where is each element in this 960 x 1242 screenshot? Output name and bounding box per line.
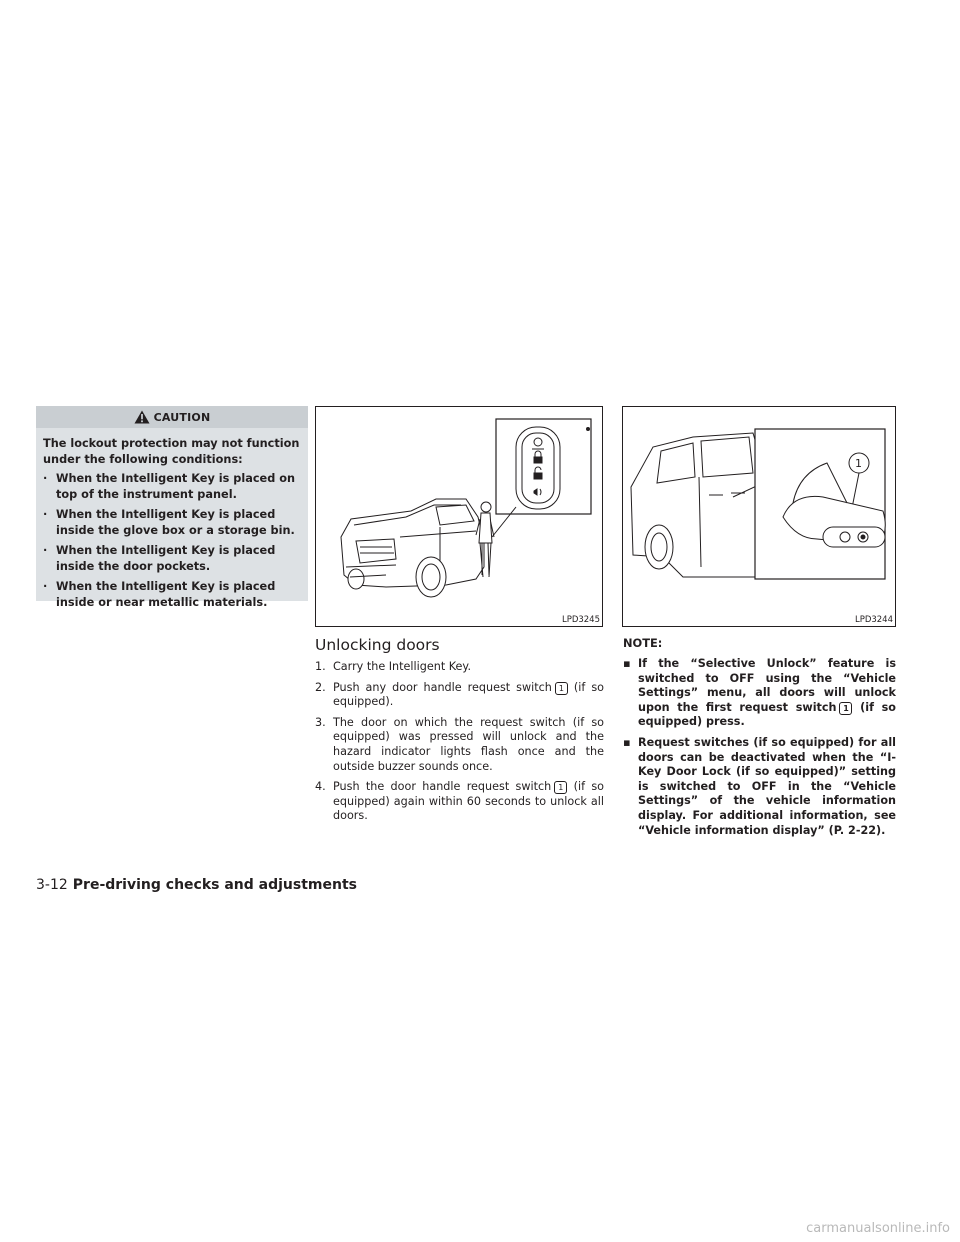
caution-intro: The lockout protection may not function under the following conditions:: [43, 437, 300, 466]
step-item: [315, 660, 604, 675]
door-handle-illustration: [623, 407, 895, 626]
watermark: carmanualsonline.info: [806, 1221, 950, 1236]
caution-list: [43, 471, 305, 611]
note-list: [623, 657, 896, 844]
step-text: Carry the Intelligent Key.: [333, 660, 472, 673]
step-text: Push the door handle request switch: [333, 780, 552, 794]
step-item: [315, 780, 604, 824]
step-number: 4.: [315, 780, 326, 794]
page-footer: [36, 877, 357, 893]
caution-body: [43, 436, 305, 615]
caution-item: · When the Intelligent Key is placed on top of the instrument panel.: [43, 472, 296, 501]
caution-title: CAUTION: [153, 410, 211, 424]
callout-marker: 1: [554, 781, 567, 794]
caution-item: · When the Intelligent Key is placed inside the door pockets.: [43, 544, 276, 573]
caution-bullet: ·: [43, 472, 48, 485]
step-number: 3.: [315, 715, 326, 729]
step-text: Push any door handle request switch: [333, 680, 552, 694]
note-text-cont: (if so equipped) press.: [638, 700, 896, 729]
note-text: If the “Selective Unlock” feature is switched to OFF using the “Vehicle Settings” menu, all doors will unlock upon the first request switch: [638, 657, 896, 714]
figure-truck-with-key: [315, 406, 603, 627]
step-item: [315, 681, 604, 710]
section-heading: Unlocking doors: [315, 636, 440, 654]
callout-marker: 1: [839, 702, 852, 715]
note-bullet: ▪: [623, 735, 631, 749]
step-item: [315, 716, 604, 774]
step-text: The door on which the request switch (if so equipped) was pressed will unlock and the hazard indicator lights flash once and the outside buzzer sounds once.: [333, 715, 604, 773]
callout-marker: 1: [555, 682, 568, 695]
step-text-cont: (if so equipped) again within 60 seconds to unlock all doors.: [333, 780, 604, 823]
caution-bullet: ·: [43, 544, 48, 557]
figure-code: LPD3244: [854, 615, 893, 625]
unlock-steps: [315, 660, 604, 830]
step-number: 1.: [315, 660, 326, 673]
caution-item: · When the Intelligent Key is placed inside the glove box or a storage bin.: [43, 508, 295, 537]
note-item: [623, 657, 896, 730]
page-number: 3-12: [36, 877, 68, 893]
note-title: NOTE:: [623, 636, 663, 650]
step-number: 2.: [315, 680, 326, 694]
caution-bullet: ·: [43, 508, 48, 521]
note-text: Request switches (if so equipped) for all doors can be deactivated when the “I-Key Door Lock (if so equipped)” setting is switched to OFF in the “Vehicle Settings” of the vehicle information display. For additional information, see “Vehicle information display” (P. 2-22).: [638, 735, 896, 837]
caution-bullet: ·: [43, 580, 48, 593]
caution-header: [36, 406, 308, 428]
step-text-cont: (if so equipped).: [333, 680, 604, 709]
truck-illustration: [316, 407, 602, 626]
note-item: [623, 736, 896, 838]
figure-code: LPD3245: [561, 615, 600, 625]
caution-item: · When the Intelligent Key is placed inside or near metallic materials.: [43, 580, 276, 609]
warning-icon: [134, 410, 150, 424]
callout-number: 1: [855, 457, 862, 470]
note-bullet: ▪: [623, 657, 631, 670]
caution-box: [36, 406, 308, 609]
section-title: Pre-driving checks and adjustments: [72, 877, 357, 893]
figure-door-handle-switch: [622, 406, 896, 627]
